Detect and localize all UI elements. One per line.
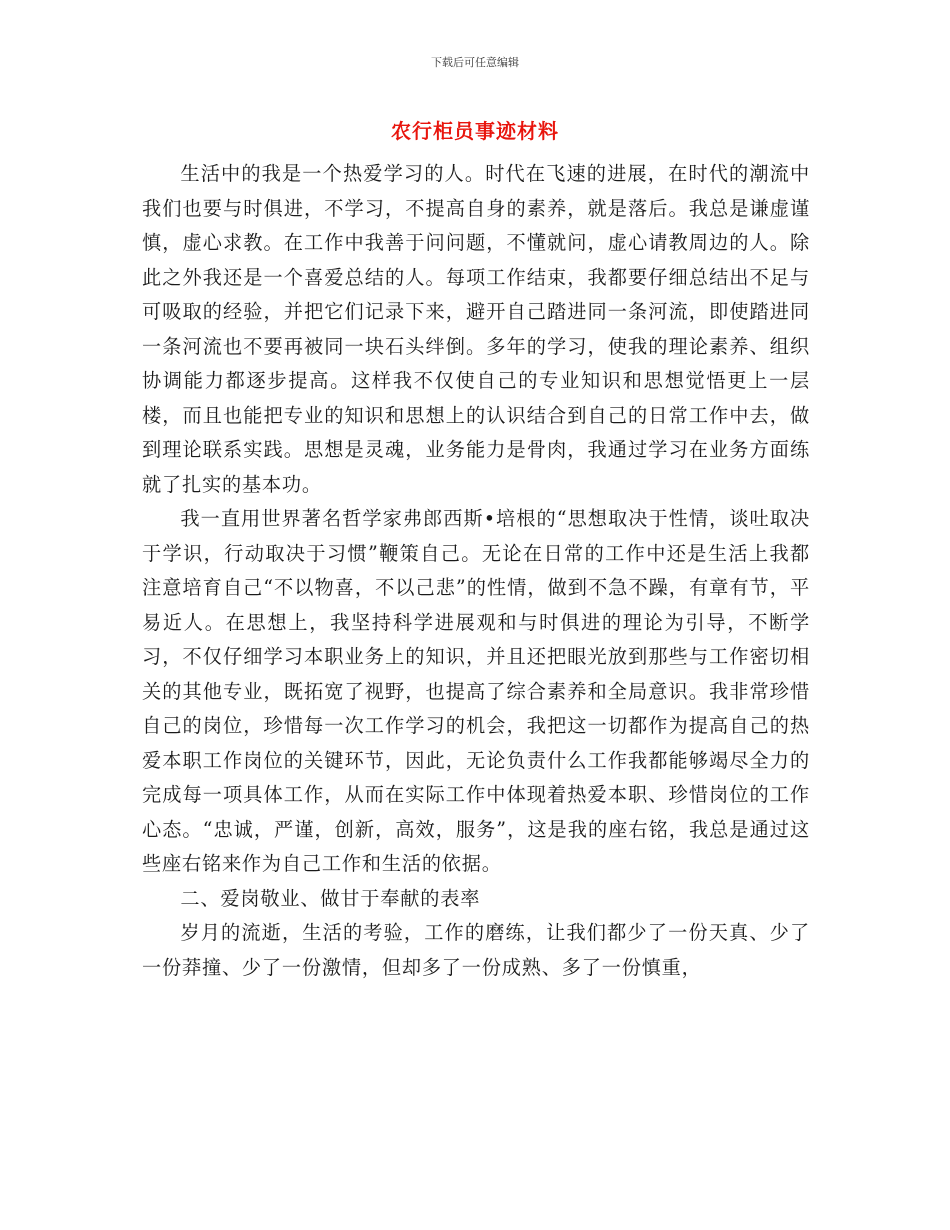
paragraph: 生活中的我是一个热爱学习的人。时代在飞速的进展，在时代的潮流中我们也要与时俱进，不学习，不提高自身的素养，就是落后。我总是谦虚谨慎，虚心求教。在工作中我善于问问题，不懂就问，虚心请教周边的人。除此之外我还是一个喜爱总结的人。每项工作结束，我都要仔细总结出不足与可吸取的经验，并把它们记录下来，避开自己踏进同一条河流，即使踏进同一条河流也不要再被同一块石头绊倒。多年的学习，使我的理论素养、组织协调能力都逐步提高。这样我不仅使自己的专业知识和思想觉悟更上一层楼，而且也能把专业的知识和思想上的认识结合到自己的日常工作中去，做到理论联系实践。思想是灵魂，业务能力是骨肉，我通过学习在业务方面练就了扎实的基本功。 [142,162,810,496]
paragraph: 岁月的流逝，生活的考验，工作的磨练，让我们都少了一份天真、少了一份莽撞、少了一份激情，但却多了一份成熟、多了一份慎重， [142,921,810,979]
paragraph: 我一直用世界著名哲学家弗郎西斯•培根的“思想取决于性情，谈吐取决于学识，行动取决于习惯”鞭策自己。无论在日常的工作中还是生活上我都注意培育自己“不以物喜，不以己悲”的性情，做到不急不躁，有章有节，平易近人。在思想上，我坚持科学进展观和与时俱进的理论为引导，不断学习，不仅仔细学习本职业务上的知识，并且还把眼光放到那些与工作密切相关的其他专业，既拓宽了视野，也提高了综合素养和全局意识。我非常珍惜自己的岗位，珍惜每一次工作学习的机会，我把这一切都作为提高自己的热爱本职工作岗位的关键环节，因此，无论负责什么工作我都能够竭尽全力的完成每一项具体工作，从而在实际工作中体现着热爱本职、珍惜岗位的工作心态。“忠诚，严谨，创新，高效，服务”，这是我的座右铭，我总是通过这些座右铭来作为自己工作和生活的依据。 [142,507,810,875]
page-header-note: 下载后可任意编辑 [431,56,519,69]
section-heading: 二、爱岗敬业、做甘于奉献的表率 [180,886,481,910]
document-title: 农行柜员事迹材料 [391,119,559,143]
document-body [142,157,810,985]
